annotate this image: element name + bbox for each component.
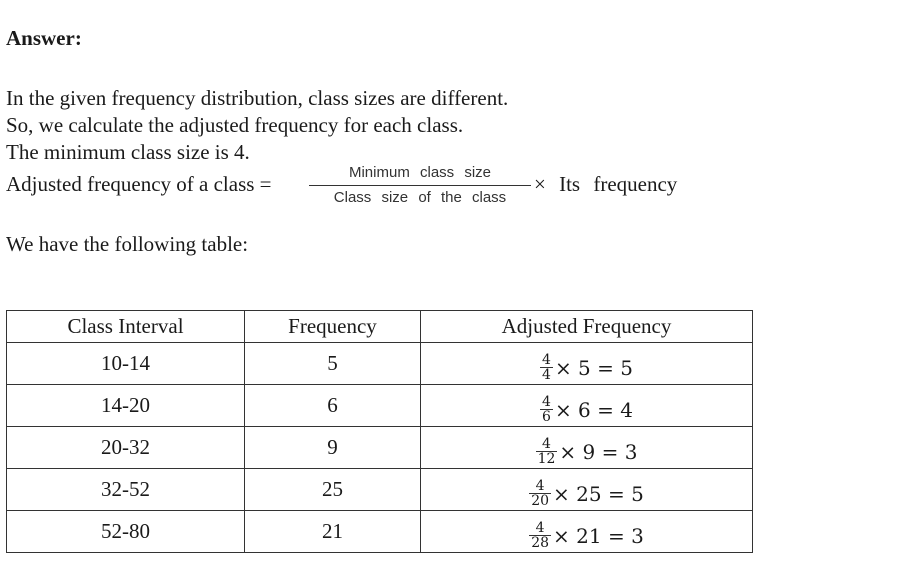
- adjusted-expression: × 25 = 5: [553, 481, 644, 506]
- cell-adjusted-frequency: [421, 385, 753, 427]
- table-row: [7, 385, 753, 427]
- adjusted-fraction: $\frac{4}{28}$: [531, 520, 550, 551]
- cell-frequency: 25: [245, 469, 421, 511]
- intro-line-1: In the given frequency distribution, class sizes are different.: [6, 86, 509, 110]
- cell-adjusted-frequency: [421, 469, 753, 511]
- intro-line-2: So, we calculate the adjusted frequency for each class.: [6, 113, 464, 137]
- cell-class-interval: 14-20: [7, 385, 245, 427]
- adjusted-expression: × 9 = 3: [559, 439, 638, 464]
- adjusted-fraction: $\frac{4}{20}$: [531, 478, 550, 509]
- cell-class-interval: 10-14: [7, 343, 245, 385]
- cell-frequency: 21: [245, 511, 421, 553]
- answer-heading: Answer:: [6, 26, 82, 50]
- cell-frequency: 9: [245, 427, 421, 469]
- table-row: [7, 343, 753, 385]
- header-frequency: Frequency: [245, 311, 421, 343]
- header-class-interval: Class Interval: [7, 311, 245, 343]
- formula-lhs: Adjusted frequency of a class =: [6, 172, 272, 196]
- adjusted-frequency-table: [6, 310, 753, 553]
- table-row: [7, 469, 753, 511]
- adjusted-expression: × 21 = 3: [553, 523, 644, 548]
- cell-adjusted-frequency: [421, 427, 753, 469]
- intro-line-3: The minimum class size is 4.: [6, 140, 250, 164]
- formula-denominator: Class size of the class: [333, 189, 507, 206]
- adjusted-fraction: $\frac{4}{6}$: [542, 394, 551, 425]
- formula-numerator: Minimum class size: [348, 164, 492, 181]
- cell-class-interval: 20-32: [7, 427, 245, 469]
- adjusted-fraction: $\frac{4}{12}$: [537, 436, 556, 467]
- formula-rhs: × Its frequency: [534, 172, 678, 196]
- cell-adjusted-frequency: [421, 343, 753, 385]
- cell-frequency: 6: [245, 385, 421, 427]
- cell-class-interval: 52-80: [7, 511, 245, 553]
- adjusted-expression: × 6 = 4: [554, 397, 633, 422]
- cell-frequency: 5: [245, 343, 421, 385]
- fraction-bar: [309, 185, 531, 186]
- table-intro: We have the following table:: [6, 232, 249, 256]
- cell-adjusted-frequency: [421, 511, 753, 553]
- table-row: [7, 511, 753, 553]
- table-row: [7, 427, 753, 469]
- header-adjusted-frequency: Adjusted Frequency: [421, 311, 753, 343]
- adjusted-fraction: $\frac{4}{4}$: [542, 352, 551, 383]
- adjusted-expression: × 5 = 5: [554, 355, 633, 380]
- table-header-row: [7, 311, 753, 343]
- cell-class-interval: 32-52: [7, 469, 245, 511]
